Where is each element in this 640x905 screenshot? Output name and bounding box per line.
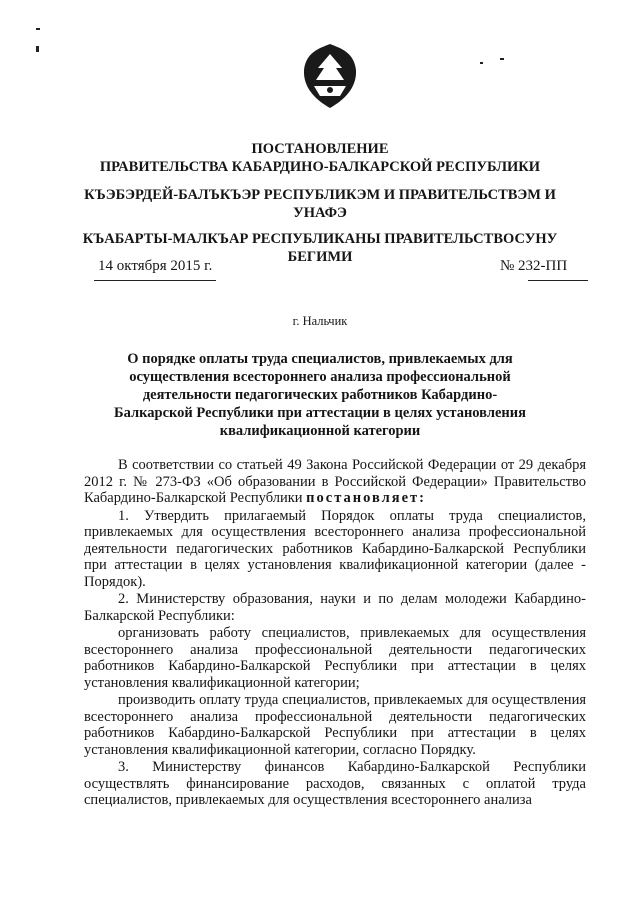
clause-1: 1. Утвердить прилагаемый Порядок оплаты труда специалистов, привлекаемых для осуществления всестороннего анализа профессиональной деятельности педагогических работников Кабардино-Балкарской Республики при аттестации в целях установления квалификационной категории (далее - Порядок).: [84, 507, 586, 590]
document-number: № 232-ПП: [500, 258, 568, 274]
header-balkar-line1: КЪАБАРТЫ-МАЛКЪАР РЕСПУБЛИКАНЫ ПРАВИТЕЛЬСТВОСУНУ: [82, 231, 558, 247]
clause-2-item-2: производить оплату труда специалистов, привлекаемых для осуществления всестороннего анализа профессиональной деятельности педагогических работников Кабардино-Балкарской Республики при аттестации в целях установления квалификационной категории, согласно Порядку.: [84, 692, 586, 758]
date-underline: [94, 280, 216, 281]
coat-of-arms-emblem: [300, 42, 360, 110]
clause-2-item-1: организовать работу специалистов, привлекаемых для осуществления всестороннего анализа профессиональной деятельности педагогических работников Кабардино-Балкарской Республики при аттестации в целях установления квалификационной категории;: [84, 625, 586, 691]
document-city: г. Нальчик: [292, 314, 348, 328]
header-kabardian-line2: УНАФЭ: [293, 205, 347, 221]
scan-speck: [480, 62, 483, 64]
document-date: 14 октября 2015 г.: [98, 258, 213, 274]
header-balkar-line2: БЕГИМИ: [287, 249, 353, 265]
preamble-text: В соответствии со статьей 49 Закона Российской Федерации от 29 декабря 2012 г. № 273-ФЗ «Об образовании в Российской Федерации» Правительство Кабардино-Балкарской Республики: [84, 457, 586, 506]
number-underline: [528, 280, 588, 281]
scan-speck: [36, 28, 40, 30]
preamble-paragraph: [84, 457, 586, 507]
scan-speck: [36, 46, 39, 52]
clause-3: 3. Министерству финансов Кабардино-Балкарской Республики осуществлять финансирование расходов, связанных с оплатой труда специалистов, привлекаемых для осуществления всестороннего анализа: [84, 759, 586, 808]
header-title-line2: ПРАВИТЕЛЬСТВА КАБАРДИНО-БАЛКАРСКОЙ РЕСПУБЛИКИ: [99, 159, 541, 175]
header-title-line1: ПОСТАНОВЛЕНИЕ: [251, 141, 389, 157]
header-kabardian-line1: КЪЭБЭРДЕЙ-БАЛЪКЪЭР РЕСПУБЛИКЭМ И ПРАВИТЕЛЬСТВЭМ И: [84, 187, 556, 203]
scan-speck: [500, 58, 504, 60]
document-body: [84, 457, 586, 810]
clause-2: 2. Министерству образования, науки и по делам молодежи Кабардино-Балкарской Республики:: [84, 591, 586, 624]
document-subject: О порядке оплаты труда специалистов, привлекаемых для осуществления всестороннего анализа профессиональной деятельности педагогических работников Кабардино-Балкарской Республики при аттестации в целях установления квалификационной категории: [114, 351, 526, 439]
decree-keyword: постановляет:: [306, 490, 426, 506]
